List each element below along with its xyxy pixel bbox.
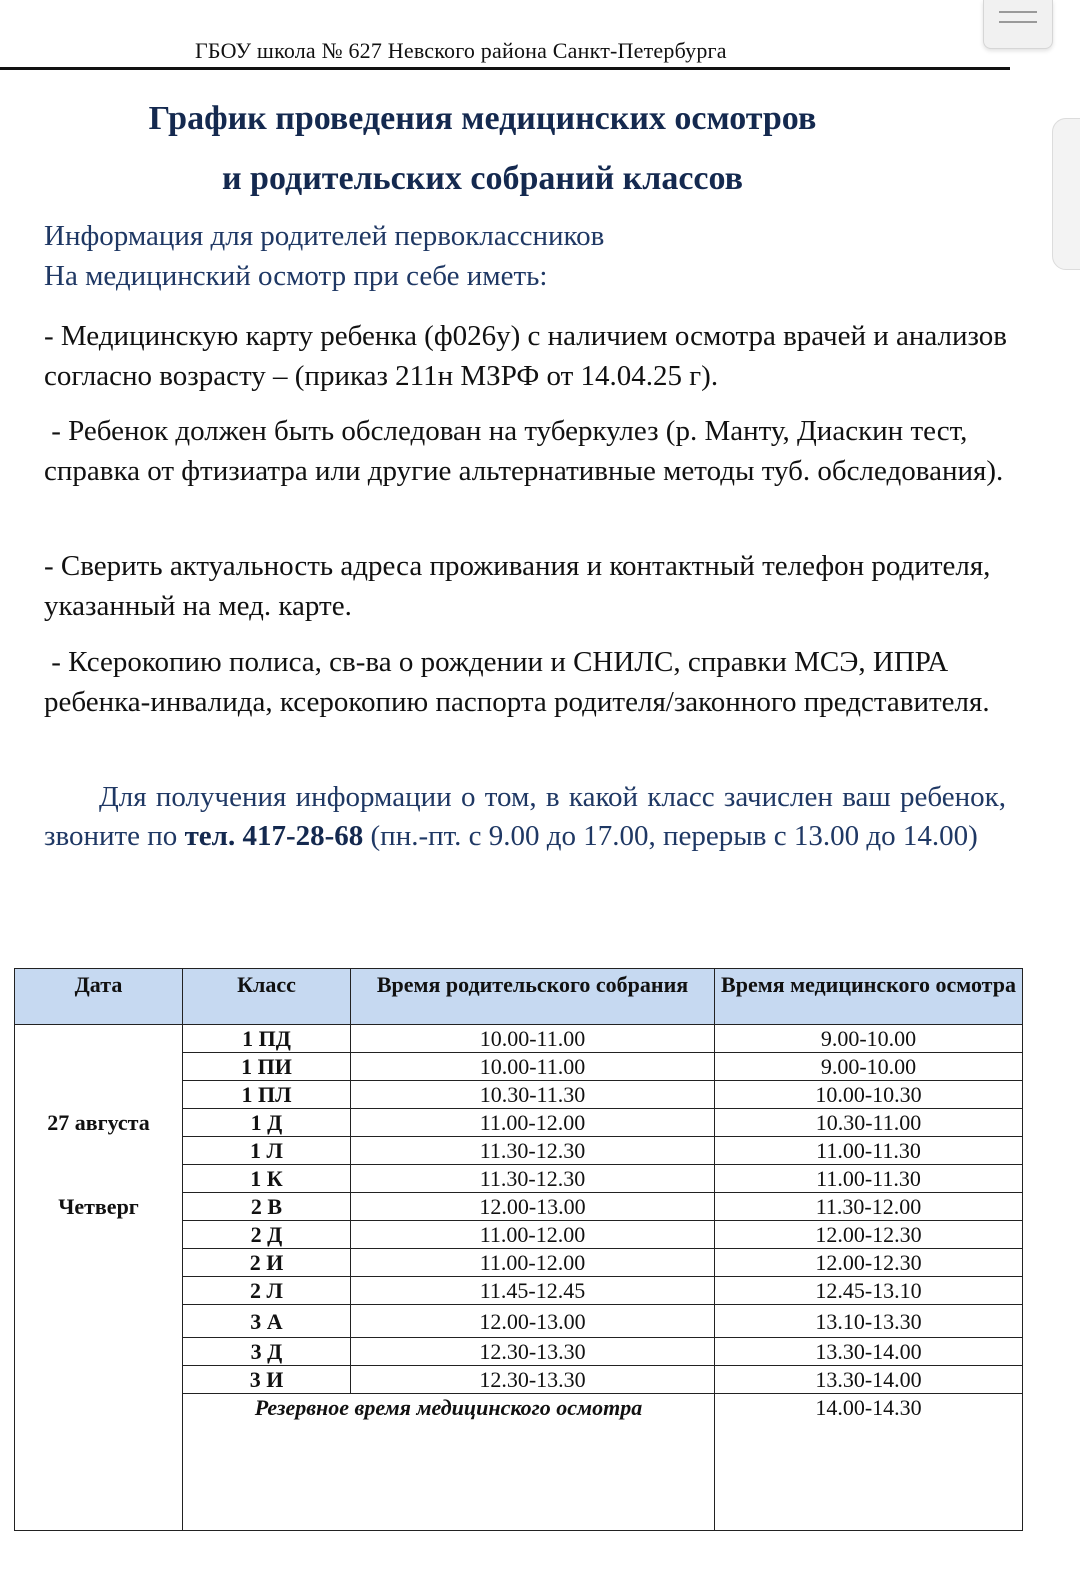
medical-time-cell: 10.30-11.00 — [715, 1109, 1023, 1137]
meeting-time-cell: 10.00-11.00 — [351, 1025, 715, 1053]
date-value: 27 августа — [47, 1110, 150, 1135]
meeting-time-cell: 11.00-12.00 — [351, 1249, 715, 1277]
class-cell: 1 Л — [183, 1137, 351, 1165]
meeting-time-cell: 10.00-11.00 — [351, 1053, 715, 1081]
meeting-time-cell: 11.30-12.30 — [351, 1137, 715, 1165]
class-cell: 2 Д — [183, 1221, 351, 1249]
medical-time-cell: 10.00-10.30 — [715, 1081, 1023, 1109]
requirement-documents: - Ксерокопию полиса, св-ва о рождении и СНИЛС, справки МСЭ, ИПРА ребенка-инвалида, ксерокопию паспорта родителя/законного представителя. — [44, 646, 990, 718]
info-heading: Информация для родителей первоклассников — [44, 220, 605, 252]
menu-icon — [999, 11, 1037, 13]
contact-info: Для получения информации о том, в какой класс зачислен ваш ребенок, звоните по тел. 417-28-68 (пн.-пт. с 9.00 до 17.00, перерыв с 13.00 до 14.00) — [44, 781, 1006, 852]
info-subheading: На медицинский осмотр при себе иметь: — [44, 260, 548, 292]
class-cell: 2 В — [183, 1193, 351, 1221]
requirement-tuberculosis: - Ребенок должен быть обследован на туберкулез (р. Манту, Диаскин тест, справка от фтизиатра или другие альтернативные методы туб. обследования). — [44, 415, 1004, 487]
medical-time-cell: 9.00-10.00 — [715, 1053, 1023, 1081]
medical-time-cell: 11.30-12.00 — [715, 1193, 1023, 1221]
meeting-time-cell: 12.00-13.00 — [351, 1305, 715, 1338]
medical-time-cell: 9.00-10.00 — [715, 1025, 1023, 1053]
medical-time-cell: 12.00-12.30 — [715, 1249, 1023, 1277]
class-cell: 1 ПИ — [183, 1053, 351, 1081]
reserve-label: Резервное время медицинского осмотра — [183, 1394, 715, 1531]
page-title-line1: График проведения медицинских осмотров — [148, 100, 817, 137]
medical-time-cell: 13.10-13.30 — [715, 1305, 1023, 1338]
meeting-time-cell: 11.45-12.45 — [351, 1277, 715, 1305]
meeting-time-cell: 12.30-13.30 — [351, 1338, 715, 1366]
class-cell: 1 К — [183, 1165, 351, 1193]
class-cell: 3 Д — [183, 1338, 351, 1366]
requirement-medical-card: - Медицинскую карту ребенка (ф026у) с наличием осмотра врачей и анализов согласно возрасту – (приказ 211н МЗРФ от 14.04.25 г). — [44, 320, 1007, 392]
medical-time-cell: 11.00-11.30 — [715, 1137, 1023, 1165]
medical-time-cell: 12.45-13.10 — [715, 1277, 1023, 1305]
class-cell: 1 ПЛ — [183, 1081, 351, 1109]
class-cell: 2 И — [183, 1249, 351, 1277]
side-panel-handle[interactable] — [1052, 118, 1080, 270]
medical-time-cell: 11.00-11.30 — [715, 1165, 1023, 1193]
header-divider — [0, 67, 1010, 70]
class-cell: 1 Д — [183, 1109, 351, 1137]
medical-time-cell: 12.00-12.30 — [715, 1221, 1023, 1249]
meeting-time-cell: 11.30-12.30 — [351, 1165, 715, 1193]
medical-time-cell: 13.30-14.00 — [715, 1338, 1023, 1366]
requirement-address: - Сверить актуальность адреса проживания и контактный телефон родителя, указанный на мед. карте. — [44, 550, 991, 622]
header-date: Дата — [15, 969, 183, 1025]
class-cell: 3 И — [183, 1366, 351, 1394]
class-cell: 3 А — [183, 1305, 351, 1338]
header-class: Класс — [183, 969, 351, 1025]
schedule-table — [14, 968, 1023, 1531]
weekday-value: Четверг — [58, 1194, 139, 1219]
class-cell: 1 ПД — [183, 1025, 351, 1053]
header-meeting-time: Время родительского собрания — [351, 969, 715, 1025]
meeting-time-cell: 12.00-13.00 — [351, 1193, 715, 1221]
meeting-time-cell: 12.30-13.30 — [351, 1366, 715, 1394]
page-title-line2: и родительских собраний классов — [221, 160, 744, 197]
header-medical-time: Время медицинского осмотра — [715, 969, 1023, 1025]
class-cell: 2 Л — [183, 1277, 351, 1305]
phone-number: тел. 417-28-68 — [184, 820, 364, 852]
table-row — [15, 1025, 1023, 1053]
meeting-time-cell: 11.00-12.00 — [351, 1221, 715, 1249]
school-header: ГБОУ школа № 627 Невского района Санкт-Петербурга — [195, 38, 727, 63]
meeting-time-cell: 10.30-11.30 — [351, 1081, 715, 1109]
reserve-time-cell: 14.00-14.30 — [715, 1394, 1023, 1531]
hamburger-menu-button[interactable] — [983, 0, 1053, 49]
medical-time-cell: 13.30-14.00 — [715, 1366, 1023, 1394]
table-header-row — [15, 969, 1023, 1025]
date-cell — [15, 1025, 183, 1531]
meeting-time-cell: 11.00-12.00 — [351, 1109, 715, 1137]
